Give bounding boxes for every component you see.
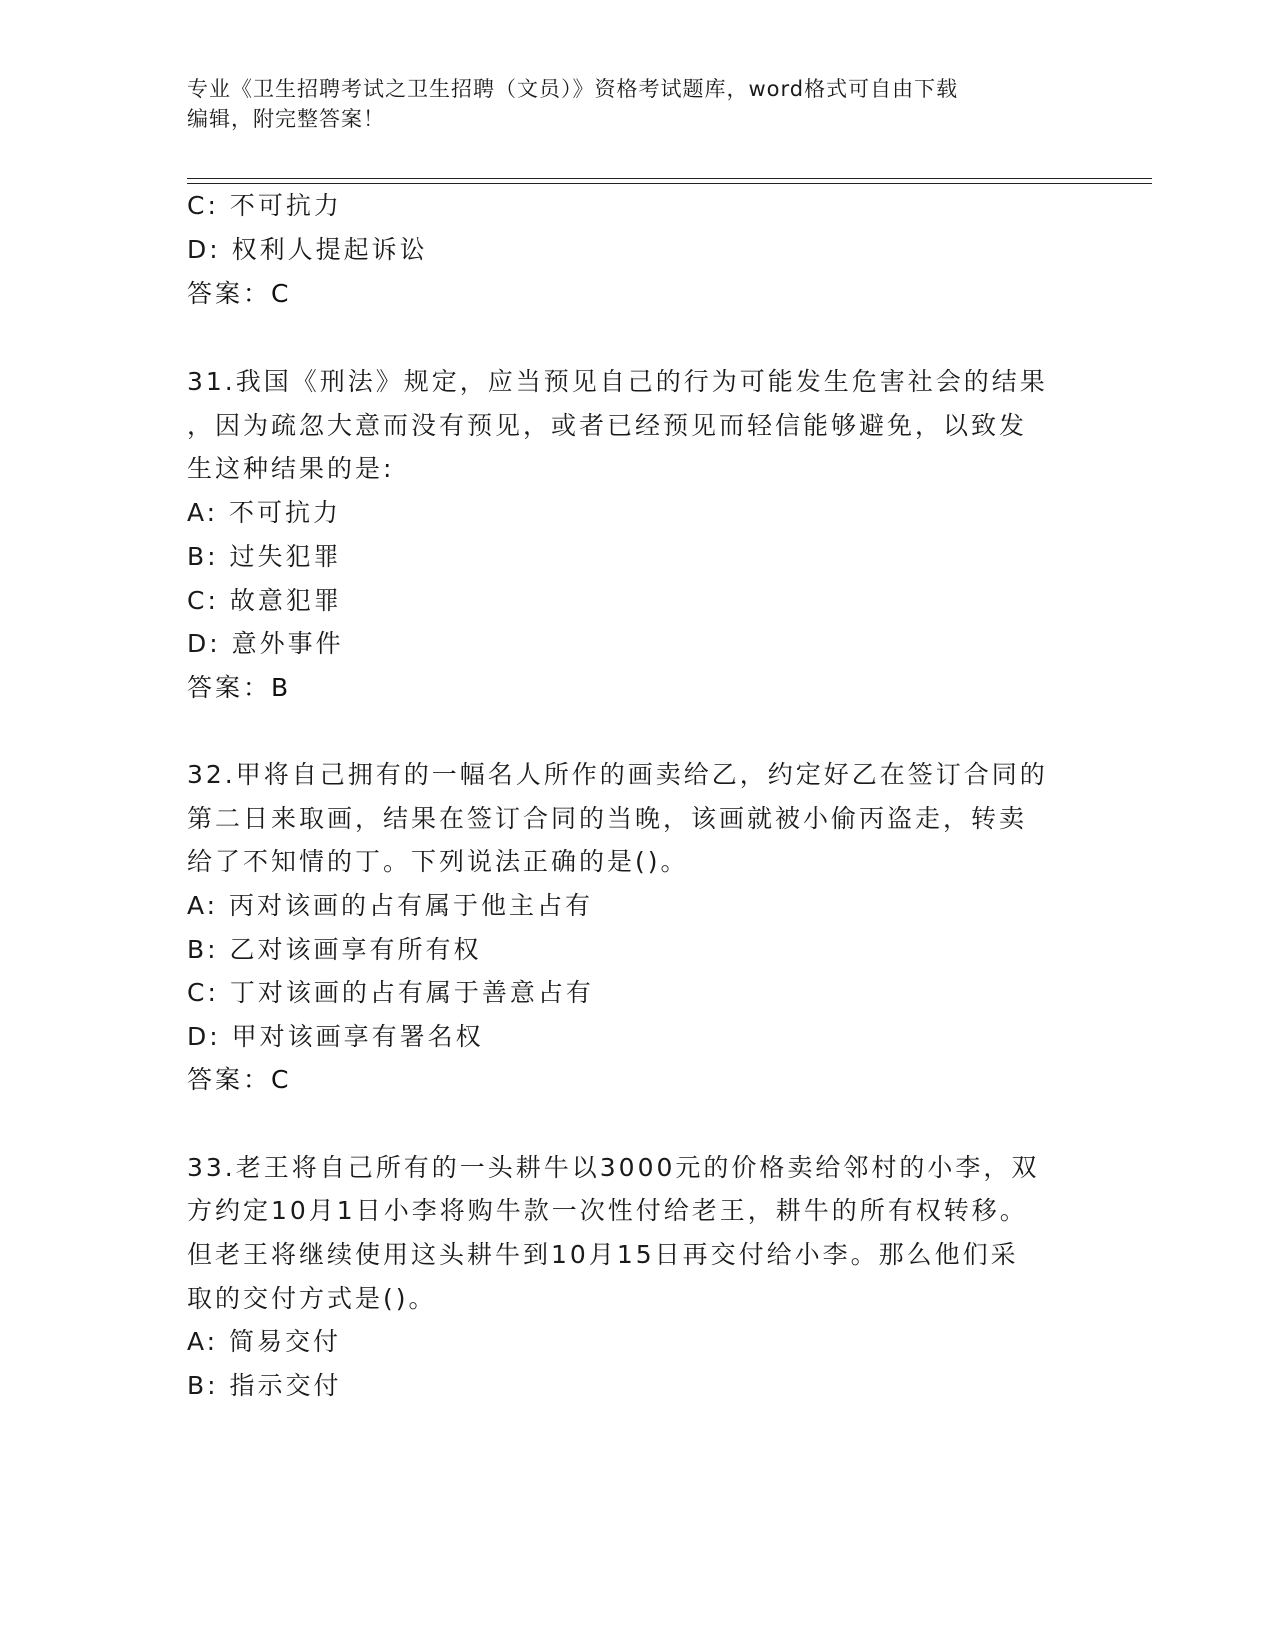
header-rule-bottom <box>187 183 1152 184</box>
q31-answer: 答案：B <box>187 673 292 702</box>
q31-option-c: C: 故意犯罪 <box>187 586 342 615</box>
q32-option-a: A: 丙对该画的占有属于他主占有 <box>187 891 594 920</box>
header-rule-top <box>187 178 1152 179</box>
q31-option-b: B: 过失犯罪 <box>187 542 342 571</box>
q33-stem-line-2: 方约定10月1日小李将购牛款一次性付给老王，耕牛的所有权转移。 <box>187 1196 1028 1225</box>
q31-stem-line-3: 生这种结果的是: <box>187 454 395 483</box>
q32-answer: 答案：C <box>187 1065 292 1094</box>
q33-stem-line-4: 取的交付方式是()。 <box>187 1284 437 1313</box>
q31-stem-line-2: ，因为疏忽大意而没有预见，或者已经预见而轻信能够避免，以致发 <box>187 411 1028 440</box>
q32-stem-line-2: 第二日来取画，结果在签订合同的当晚，该画就被小偷丙盗走，转卖 <box>187 804 1028 833</box>
q31-option-d: D: 意外事件 <box>187 629 344 658</box>
header-line-1: 专业《卫生招聘考试之卫生招聘（文员）》资格考试题库，word格式可自由下载 <box>187 77 959 101</box>
q31-option-a: A: 不可抗力 <box>187 498 342 527</box>
q32-option-b: B: 乙对该画享有所有权 <box>187 935 482 964</box>
document-header <box>187 74 1087 134</box>
header-line-2: 编辑，附完整答案！ <box>187 107 385 131</box>
q32-option-d: D: 甲对该画享有署名权 <box>187 1022 484 1051</box>
q32-option-c: C: 丁对该画的占有属于善意占有 <box>187 978 594 1007</box>
q33-option-a: A: 简易交付 <box>187 1327 342 1356</box>
q30-option-c: C: 不可抗力 <box>187 191 342 220</box>
q32-stem-line-3: 给了不知情的丁。下列说法正确的是()。 <box>187 847 689 876</box>
q30-option-d: D: 权利人提起诉讼 <box>187 235 428 264</box>
q32-stem-line-1: 32.甲将自己拥有的一幅名人所作的画卖给乙，约定好乙在签订合同的 <box>187 760 1048 789</box>
q33-stem-line-3: 但老王将继续使用这头耕牛到10月15日再交付给小李。那么他们采 <box>187 1240 1019 1269</box>
q31-stem-line-1: 31.我国《刑法》规定，应当预见自己的行为可能发生危害社会的结果 <box>187 367 1048 396</box>
q33-option-b: B: 指示交付 <box>187 1371 342 1400</box>
q33-stem-line-1: 33.老王将自己所有的一头耕牛以3000元的价格卖给邻村的小李，双 <box>187 1153 1040 1182</box>
q30-answer: 答案：C <box>187 279 292 308</box>
